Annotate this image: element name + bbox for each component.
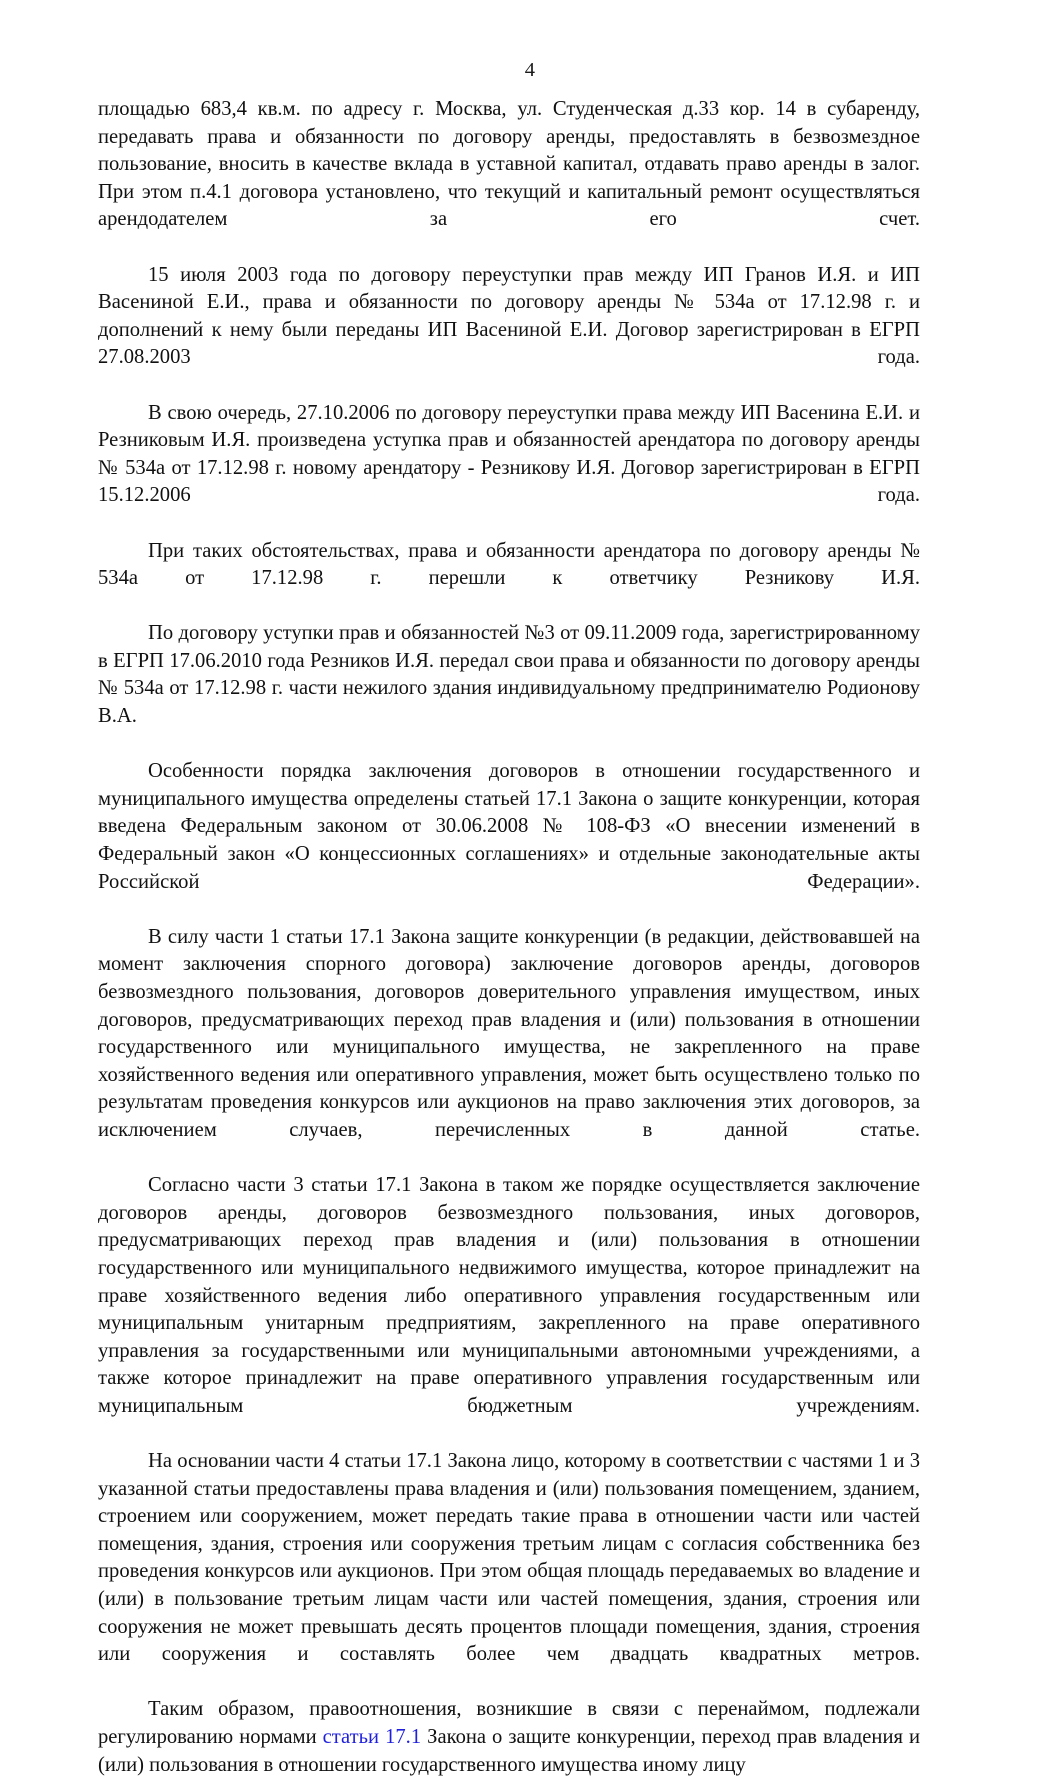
paragraph-4: При таких обстоятельствах, права и обязанности арендатора по договору аренды № 534а от 17.12.98 г. перешли к ответчику Резникову И.Я. xyxy=(98,539,920,590)
paragraph-10 xyxy=(98,1696,920,1779)
paragraph-9: На основании части 4 статьи 17.1 Закона лицо, которому в соответствии с частями 1 и 3 указанной статьи предоставлены права владения и (или) пользования помещением, зданием, строением или сооружением, может передать такие права в отношении части или частей помещения, здания, строения или сооружения третьим лицам с согласия собственника без проведения конкурсов или аукционов. При этом общая площадь передаваемых во владение и (или) в пользование третьим лицам части или частей помещения, здания, строения или сооружения не может превышать десять процентов площади помещения, здания, строения или сооружения и составлять более чем двадцать квадратных метров. xyxy=(98,1450,920,1666)
document-body xyxy=(98,96,920,1779)
paragraph-3: В свою очередь, 27.10.2006 по договору переуступки права между ИП Васенина Е.И. и Резниковым И.Я. произведена уступка прав и обязанностей арендатора по договору аренды № 534а от 17.12.98 г. новому арендатору - Резникову И.Я. Договор зарегистрирован в ЕГРП 15.12.2006 года. xyxy=(98,401,920,507)
paragraph-10-text-after: Закона о защите конкуренции, переход прав владения и (или) пользования в отношении государственного имущества иному лицу xyxy=(98,1726,920,1776)
paragraph-10-text-before: Таким образом, правоотношения, возникшие в связи с перенаймом, подлежали регулированию нормами xyxy=(98,1698,920,1749)
paragraph-2: 15 июля 2003 года по договору переуступки прав между ИП Гранов И.Я. и ИП Васениной Е.И., права и обязанности по договору аренды № 534а от 17.12.98 г. и дополнений к нему были переданы ИП Васениной Е.И. Договор зарегистрирован в ЕГРП 27.08.2003 года. xyxy=(98,263,920,369)
statute-17-1-link[interactable]: статьи 17.1 xyxy=(322,1726,422,1749)
paragraph-5: По договору уступки прав и обязанностей №3 от 09.11.2009 года, зарегистрированному в ЕГРП 17.06.2010 года Резников И.Я. передал свои права и обязанности по договору аренды № 534а от 17.12.98 г. части нежилого здания индивидуальному предпринимателю Родионову В.А. xyxy=(98,622,920,728)
page-number: 4 xyxy=(524,59,536,81)
paragraph-1: площадью 683,4 кв.м. по адресу г. Москва, ул. Студенческая д.33 кор. 14 в субаренду, передавать права и обязанности по договору аренды, предоставлять в безвозмездное пользование, вносить в качестве вклада в уставной капитал, отдавать право аренды в залог. При этом п.4.1 договора установлено, что текущий и капитальный ремонт осуществляться арендодателем за его счет. xyxy=(98,98,920,231)
paragraph-7: В силу части 1 статьи 17.1 Закона защите конкуренции (в редакции, действовавшей на момент заключения спорного договора) заключение договоров аренды, договоров безвозмездного пользования, договоров доверительного управления имуществом, иных договоров, предусматривающих переход прав владения и (или) пользования в отношении государственного или муниципального имущества, не закрепленного на праве хозяйственного ведения или оперативного управления, может быть осуществлено только по результатам проведения конкурсов или аукционов на право заключения этих договоров, за исключением случаев, перечисленных в данной статье. xyxy=(98,925,920,1141)
paragraph-8: Согласно части 3 статьи 17.1 Закона в таком же порядке осуществляется заключение договоров аренды, договоров безвозмездного пользования, иных договоров, предусматривающих переход прав владения и (или) пользования в отношении государственного или муниципального недвижимого имущества, которое принадлежит на праве хозяйственного ведения либо оперативного управления государственным или муниципальным унитарным предприятиям, закрепленного на праве оперативного управления за государственными или муниципальными автономными учреждениями, а также которое принадлежит на праве оперативного управления государственным или муниципальным бюджетным учреждениям. xyxy=(98,1174,920,1417)
paragraph-6: Особенности порядка заключения договоров в отношении государственного и муниципального имущества определены статьей 17.1 Закона о защите конкуренции, которая введена Федеральным законом от 30.06.2008 № 108-ФЗ «О внесении изменений в Федеральный закон «О концессионных соглашениях» и отдельные законодательные акты Российской Федерации». xyxy=(98,760,920,893)
